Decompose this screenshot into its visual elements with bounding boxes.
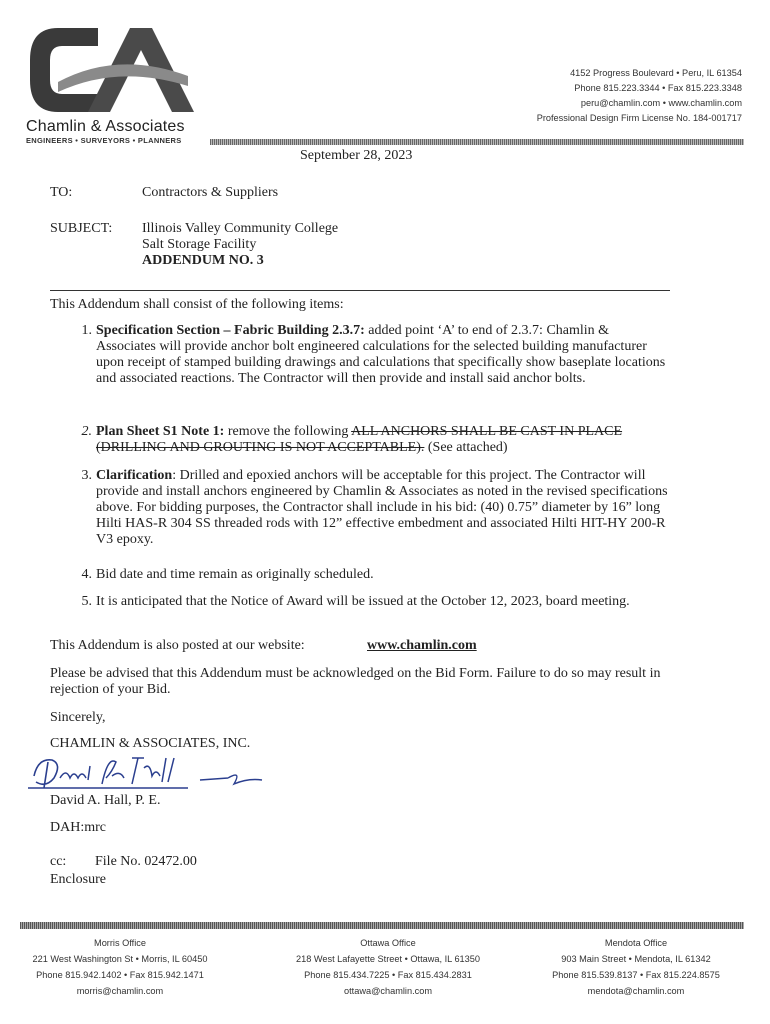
address-line: 4152 Progress Boulevard • Peru, IL 61354 [570,68,742,78]
item-text: It is anticipated that the Notice of Award will be issued at the October 12, 2023, board meeting. [96,594,630,609]
item-text: added point ‘A’ to end of 2.3.7: Chamlin & Associates will provide anchor bolt engineered calculations for the selected building manufacturer upon receipt of stamped building drawings and calculations that specifically show baseplate locations and associated reactions. The Contractor will then provide and install said anchor bolts. [96,323,666,386]
header-divider [210,139,744,145]
item-heading: Specification Section – Fabric Building 2.3.7: [96,323,365,338]
to-label: TO: [50,185,73,200]
list-item [68,323,668,387]
phone-fax-line: Phone 815.223.3344 • Fax 815.223.3348 [574,83,742,93]
item-number: 2. [81,424,92,439]
office-address: 218 West Lafayette Street • Ottawa, IL 61350 [295,954,480,964]
item-text-after: (See attached) [424,440,508,455]
item-number: 1. [81,323,92,338]
office-name: Ottawa Office [360,938,416,948]
letter-date: September 28, 2023 [300,148,413,163]
office-email: mendota@chamlin.com [587,986,685,996]
subject-line-1: Illinois Valley Community College [142,221,339,236]
to-value: Contractors & Suppliers [142,185,279,200]
acknowledge-text: Please be advised that this Addendum must be acknowledged on the Bid Form. Failure to do so may result in rejection of your Bid. [50,666,661,697]
signature-image [28,748,298,796]
addendum-number: ADDENDUM NO. 3 [142,253,264,268]
subject-divider [50,290,670,291]
list-item [68,567,668,583]
footer-divider [20,922,744,929]
list-item [68,594,668,610]
struck-note-text: ALL ANCHORS SHALL BE CAST IN PLACE (DRILLING AND GROUTING IS NOT ACCEPTABLE). [96,424,623,455]
office-ottawa [268,935,508,999]
office-mendota [526,935,746,999]
item-text: Bid date and time remain as originally scheduled. [96,567,374,582]
cc-label: cc: [50,854,67,869]
office-name: Morris Office [94,938,146,948]
office-phone: Phone 815.434.7225 • Fax 815.434.2831 [304,970,472,980]
subject-line-2: Salt Storage Facility [142,237,257,252]
item-text: remove the following [224,424,352,439]
office-address: 903 Main Street • Mendota, IL 61342 [561,954,711,964]
subject-label: SUBJECT: [50,221,113,236]
office-phone: Phone 815.942.1402 • Fax 815.942.1471 [36,970,204,980]
signer-name: David A. Hall, P. E. [50,793,161,808]
website-link[interactable]: www.chamlin.com [367,638,477,653]
item-text: : Drilled and epoxied anchors will be acceptable for this project. The Contractor will provide and install anchors engineered by Chamlin & Associates as noted in the revised specifications above. For bidding purposes, the Contractor shall include in his bid: (40) 0.75” diameter by 16” long Hilti HAS-R 304 SS threaded rods with 12” effective embedment and associated Hilti HIT-HY 200-R V3 epoxy. [96,468,668,547]
item-heading: Clarification [96,468,173,483]
office-morris [10,935,230,999]
office-email: morris@chamlin.com [76,986,164,996]
item-number: 5. [81,594,92,609]
office-address: 221 West Washington St • Morris, IL 60450 [32,954,208,964]
office-email: ottawa@chamlin.com [344,986,432,996]
enclosure-note: Enclosure [50,872,106,887]
email-web-line: peru@chamlin.com • www.chamlin.com [580,98,742,108]
license-line: Professional Design Firm License No. 184-001717 [536,113,742,123]
list-item [68,468,668,548]
list-item [68,424,668,456]
company-logo [18,20,198,120]
website-text: This Addendum is also posted at our website: [50,638,305,653]
subject-block [142,221,338,269]
firm-tagline: ENGINEERS • SURVEYORS • PLANNERS [26,136,182,145]
office-name: Mendota Office [604,938,668,948]
item-number: 4. [81,567,92,582]
firm-name: Chamlin & Associates [26,118,185,135]
company-signature: CHAMLIN & ASSOCIATES, INC. [50,736,251,751]
cc-value: File No. 02472.00 [95,854,197,869]
office-phone: Phone 815.539.8137 • Fax 815.224.8575 [552,970,720,980]
closing: Sincerely, [50,710,106,725]
item-number: 3. [81,468,92,483]
letterhead-address-block [537,66,742,126]
typist-initials: DAH:mrc [50,820,106,835]
item-heading: Plan Sheet S1 Note 1: [96,424,225,439]
intro-text: This Addendum shall consist of the following items: [50,297,344,312]
